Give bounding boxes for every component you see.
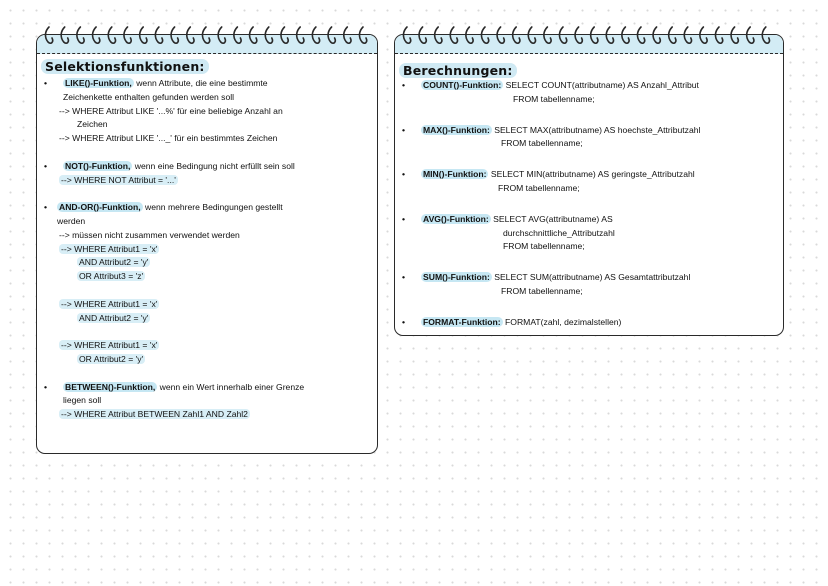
list-item-max [401, 124, 781, 152]
example-text: --> WHERE Attribut1 = 'x' [61, 298, 158, 309]
code-line: FROM tabellenname; [513, 93, 595, 104]
function-label: FORMAT-Funktion: [423, 316, 501, 327]
card-header [37, 35, 377, 54]
function-label: MAX()-Funktion: [423, 124, 490, 135]
bullet: • [44, 160, 48, 171]
code-line: FROM tabellenname; [501, 138, 583, 149]
example-text: OR Attribut3 = 'z' [79, 271, 144, 282]
function-label: AVG()-Funktion: [423, 213, 489, 224]
list-item-between [43, 381, 373, 409]
example-line [43, 243, 373, 257]
selektionsfunktionen-card [36, 34, 378, 454]
card-body [401, 79, 781, 347]
code-line: FROM tabellenname; [501, 285, 583, 296]
example-line [43, 408, 373, 422]
example-line [43, 270, 373, 284]
function-label: LIKE()-Funktion, [65, 78, 132, 88]
example-text: --> WHERE Attribut1 = 'x' [61, 340, 158, 351]
code-line: SELECT SUM(attributname) AS Gesamtattributzahl [491, 272, 691, 283]
note-line: --> müssen nicht zusammen verwendet werden [59, 229, 240, 240]
list-item-format [401, 316, 781, 330]
example-text: --> WHERE Attribut BETWEEN Zahl1 AND Zahl2 [61, 409, 248, 420]
list-item-avg [401, 213, 781, 254]
example-line: --> WHERE Attribut LIKE '..._' für ein bestimmtes Zeichen [59, 133, 278, 144]
list-item-and-or [43, 201, 373, 229]
card-title: Selektionsfunktionen: [41, 59, 209, 74]
list-item-sum [401, 271, 781, 299]
description: wenn mehrere Bedingungen gestellt [142, 202, 283, 213]
card-header [395, 35, 783, 54]
example-line [43, 339, 373, 353]
bullet: • [402, 169, 406, 180]
example-line [43, 312, 373, 326]
example-text: --> WHERE Attribut1 = 'x' [61, 243, 158, 254]
list-item-count [401, 79, 781, 107]
description: wenn ein Wert innerhalb einer Grenze [157, 381, 305, 392]
description: wenn eine Bedingung nicht erfüllt sein soll [132, 160, 295, 171]
description: Zeichenkette enthalten gefunden werden soll [63, 91, 235, 102]
example-line [43, 174, 373, 188]
code-line: SELECT MAX(attributname) AS hoechste_Attributzahl [491, 124, 701, 135]
description: werden [57, 215, 86, 226]
bullet: • [402, 272, 406, 283]
function-label: BETWEEN()-Funktion, [65, 381, 156, 392]
bullet: • [402, 124, 406, 135]
list-item-like [43, 77, 373, 105]
bullet: • [44, 202, 48, 213]
berechnungen-card [394, 34, 784, 336]
bullet: • [402, 80, 406, 90]
description: liegen soll [63, 395, 102, 406]
bullet: • [44, 381, 48, 392]
example-text: OR Attribut2 = 'y' [79, 353, 144, 364]
example-line [43, 353, 373, 367]
bullet: • [402, 213, 406, 224]
list-item-min [401, 168, 781, 196]
function-label: MIN()-Funktion: [423, 169, 487, 180]
code-line: SELECT AVG(attributname) AS [490, 213, 613, 224]
card-title: Berechnungen: [399, 63, 517, 78]
function-label: SUM()-Funktion: [423, 272, 490, 283]
example-line [43, 256, 373, 270]
code-line: FROM tabellenname; [503, 241, 585, 252]
example-text: AND Attribut2 = 'y' [79, 312, 149, 323]
code-line: SELECT COUNT(attributname) AS Anzahl_Attribut [503, 80, 699, 90]
code-line: FROM tabellenname; [498, 182, 580, 193]
example-line: --> WHERE Attribut LIKE '...%' für eine beliebige Anzahl an [59, 105, 283, 116]
code-line: SELECT MIN(attributname) AS geringste_Attributzahl [488, 169, 695, 180]
example-line [43, 298, 373, 312]
bullet: • [402, 316, 406, 327]
code-line: FORMAT(zahl, dezimalstellen) [502, 316, 622, 327]
bullet: • [44, 78, 48, 88]
card-body [43, 77, 373, 422]
function-label: COUNT()-Funktion: [423, 80, 502, 90]
description: wenn Attribute, die eine bestimmte [133, 78, 268, 88]
example-text: --> WHERE NOT Attribut = '...' [61, 174, 176, 185]
example-line: Zeichen [77, 119, 108, 130]
example-text: AND Attribut2 = 'y' [79, 257, 149, 268]
list-item-not [43, 160, 373, 174]
function-label: AND-OR()-Funktion, [59, 202, 141, 213]
function-label: NOT()-Funktion, [65, 160, 131, 171]
code-line: durchschnittliche_Attributzahl [503, 227, 615, 238]
